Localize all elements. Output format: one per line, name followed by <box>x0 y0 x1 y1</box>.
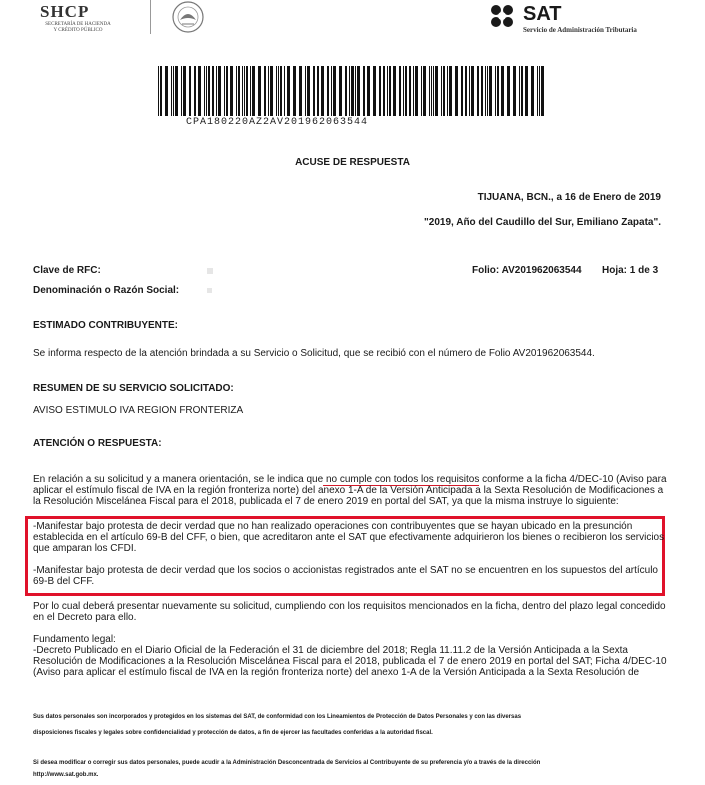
barcode-bar <box>252 66 255 116</box>
barcode-bar <box>379 66 381 116</box>
document-title: ACUSE DE RESPUESTA <box>295 157 410 168</box>
barcode-bar <box>447 66 448 116</box>
barcode-bar <box>321 66 324 116</box>
barcode-bar <box>224 66 225 116</box>
barcode-bar <box>278 66 279 116</box>
barcode-bar <box>345 66 347 116</box>
barcode-bar <box>497 66 499 116</box>
barcode-bar <box>441 66 442 116</box>
barcode-bar <box>333 66 336 116</box>
barcode-bar <box>218 66 221 116</box>
barcode-bar <box>212 66 214 116</box>
requirement-1-line-3: que amparan los CFDI. <box>33 543 137 554</box>
barcode-bar <box>373 66 376 116</box>
barcode-bar <box>165 66 168 116</box>
barcode-bar <box>405 66 407 116</box>
barcode-bar <box>469 66 470 116</box>
barcode-bar <box>236 66 237 116</box>
legal-line-1: -Decreto Publicado en el Diario Oficial de la Federación el 31 de diciembre del 2018; Regla 11.11.2 de la Versión Anticipada a la Sexta <box>33 645 628 656</box>
barcode-bar <box>541 66 544 116</box>
barcode-bar <box>461 66 463 116</box>
barcode-bar <box>471 66 474 116</box>
shcp-subtitle-line1: SECRETARÍA DE HACIENDA <box>45 22 111 27</box>
barcode-bar <box>173 66 174 116</box>
summary-heading: RESUMEN DE SU SERVICIO SOLICITADO: <box>33 383 234 394</box>
barcode-bar <box>264 66 266 116</box>
barcode-bar <box>443 66 445 116</box>
barcode-bar <box>189 66 191 116</box>
barcode-bar <box>293 66 296 116</box>
privacy-notice-line-2: disposiciones fiscales y legales sobre confidencialidad y protección de datos, a fin de ejercer las facultades conferidas a la autoridad fiscal. <box>33 730 433 736</box>
barcode-bar <box>357 66 360 116</box>
response-line-3: la Resolución Miscelánea Fiscal para el 2018, publicada el 7 de enero 2019 en portal del SAT, ya que la misma instruye lo siguiente: <box>33 496 619 507</box>
barcode-bar <box>501 66 504 116</box>
barcode-bar <box>230 66 233 116</box>
barcode-bar <box>206 66 207 116</box>
greeting-heading: ESTIMADO CONTRIBUYENTE: <box>33 320 178 331</box>
response-line-1-end: conforme a la ficha 4/DEC-10 (Aviso para <box>479 474 667 485</box>
greeting-text: Se informa respecto de la atención brindada a su Servicio o Solicitud, que se recibió con el número de Folio AV201962063544. <box>33 348 595 359</box>
barcode-bar <box>181 66 182 116</box>
barcode-bar <box>513 66 516 116</box>
barcode-bar <box>537 66 538 116</box>
header-divider <box>150 0 151 34</box>
legal-line-2: Resolución de Modificaciones a la Resolución Miscelánea Fiscal para el 2018, publicada el 7 de enero 2019 en portal del SAT; Ficha 4/DEC-10 <box>33 656 667 667</box>
barcode-bar <box>495 66 496 116</box>
barcode-bar <box>276 66 277 116</box>
resubmit-line-1: Por lo cual deberá presentar nuevamente su solicitud, cumpliendo con los requisitos mencionados en la ficha, dentro del plazo legal concedido <box>33 601 666 612</box>
redacted-razon-social <box>207 288 212 293</box>
barcode-bar <box>284 66 285 116</box>
barcode <box>158 66 546 116</box>
barcode-bar <box>539 66 540 116</box>
barcode-bar <box>449 66 452 116</box>
barcode-bar <box>158 66 159 116</box>
barcode-bar <box>327 66 329 116</box>
barcode-bar <box>250 66 251 116</box>
sat-subtitle: Servicio de Administración Tributaria <box>523 26 637 34</box>
barcode-bar <box>204 66 205 116</box>
modify-data-line-1: Si desea modificar o corregir sus datos personales, puede acudir a la Administración Desconcentrada de Servicios al Contribuyente de su preferencia y/o a través de la dirección <box>33 760 541 766</box>
resubmit-line-2: en el Decreto para ello. <box>33 612 137 623</box>
barcode-bar <box>413 66 414 116</box>
summary-text: AVISO ESTIMULO IVA REGION FRONTERIZA <box>33 405 244 416</box>
barcode-bar <box>313 66 315 116</box>
barcode-bar <box>238 66 240 116</box>
barcode-bar <box>383 66 385 116</box>
requirement-2-line-2: 69-B del CFF. <box>33 576 95 587</box>
barcode-bar <box>351 66 354 116</box>
barcode-bar <box>244 66 245 116</box>
barcode-bar <box>171 66 172 116</box>
barcode-bar <box>160 66 162 116</box>
shcp-subtitle <box>34 22 122 34</box>
barcode-bar <box>531 66 534 116</box>
barcode-bar <box>363 66 365 116</box>
barcode-bar <box>525 66 528 116</box>
response-heading: ATENCIÓN O RESPUESTA: <box>33 438 162 449</box>
barcode-bar <box>507 66 510 116</box>
barcode-bar <box>387 66 388 116</box>
barcode-bar <box>399 66 401 116</box>
requirement-1-line-1: -Manifestar bajo protesta de decir verdad que no han realizado operaciones con contribuyentes que se hayan ubicado en la presunción <box>33 521 633 532</box>
barcode-bar <box>299 66 302 116</box>
barcode-bar <box>216 66 217 116</box>
barcode-bar <box>403 66 404 116</box>
barcode-bar <box>423 66 426 116</box>
barcode-bar <box>331 66 332 116</box>
national-emblem-icon <box>162 0 214 34</box>
response-line-1 <box>33 474 667 485</box>
barcode-bar <box>270 66 273 116</box>
barcode-bar <box>429 66 430 116</box>
shcp-logo-text: SHCP <box>40 2 90 21</box>
barcode-bar <box>433 66 434 116</box>
barcode-bar <box>455 66 458 116</box>
barcode-bar <box>175 66 178 116</box>
response-line-1-start: En relación a su solicitud y a manera orientación, se le indica que <box>33 474 324 485</box>
rfc-label: Clave de RFC: <box>33 265 101 276</box>
barcode-bar <box>307 66 310 116</box>
barcode-bar <box>246 66 248 116</box>
barcode-bar <box>393 66 396 116</box>
sat-logo-icon <box>490 4 520 32</box>
redacted-rfc <box>207 268 213 274</box>
barcode-bar <box>198 66 201 116</box>
barcode-bar <box>339 66 342 116</box>
barcode-code: CPA180220AZ2AV201962063544 <box>186 117 369 128</box>
barcode-bar <box>389 66 391 116</box>
barcode-bar <box>355 66 356 116</box>
barcode-bar <box>421 66 422 116</box>
barcode-bar <box>194 66 196 116</box>
barcode-bar <box>487 66 488 116</box>
shcp-subtitle-line2: Y CRÉDITO PÚBLICO <box>53 28 103 33</box>
barcode-bar <box>280 66 282 116</box>
barcode-bar <box>521 66 523 116</box>
barcode-bar <box>317 66 319 116</box>
barcode-bar <box>287 66 290 116</box>
sat-website-link[interactable]: http://www.sat.gob.mx. <box>33 772 99 778</box>
barcode-bar <box>305 66 306 116</box>
razon-social-label: Denominación o Razón Social: <box>33 285 180 296</box>
barcode-bar <box>415 66 418 116</box>
barcode-bar <box>242 66 243 116</box>
barcode-bar <box>268 66 269 116</box>
barcode-bar <box>477 66 479 116</box>
barcode-bar <box>349 66 350 116</box>
folio-number: Folio: AV201962063544 <box>472 265 582 276</box>
barcode-bar <box>208 66 210 116</box>
barcode-bar <box>409 66 411 116</box>
barcode-bar <box>183 66 186 116</box>
barcode-bar <box>465 66 467 116</box>
requirement-2-line-1: -Manifestar bajo protesta de decir verdad que los socios o accionistas registrados ante el SAT no se encuentren en los supuestos del artículo <box>33 565 658 576</box>
barcode-bar <box>431 66 432 116</box>
requirement-1-line-2: establecida en el artículo 69-B del CFF, o bien, que acreditaron ante el SAT que efectivamente adquirieron los bienes o recibieron los servicios <box>33 532 665 543</box>
privacy-notice-line-1: Sus datos personales son incorporados y protegidos en los sistemas del SAT, de conformidad con los Lineamientos de Protección de Datos Personales y con las diversas <box>33 714 522 720</box>
barcode-bar <box>489 66 492 116</box>
barcode-bar <box>258 66 261 116</box>
place-date: TIJUANA, BCN., a 16 de Enero de 2019 <box>477 192 661 203</box>
barcode-bar <box>519 66 520 116</box>
barcode-bar <box>226 66 228 116</box>
barcode-bar <box>485 66 486 116</box>
barcode-bar <box>367 66 370 116</box>
barcode-bar <box>481 66 483 116</box>
year-motto: "2019, Año del Caudillo del Sur, Emiliano Zapata". <box>424 217 661 228</box>
page-number: Hoja: 1 de 3 <box>602 265 659 276</box>
legal-heading: Fundamento legal: <box>33 634 116 645</box>
barcode-bar <box>435 66 438 116</box>
not-compliant-highlight: no cumple con todos los requisitos <box>323 474 480 485</box>
response-line-2: aplicar el estímulo fiscal de IVA en la región fronteriza norte) del anexo 1-A de la Versión Anticipada a la Sexta Resolución de Modificaciones a <box>33 485 664 496</box>
legal-line-3: (Aviso para aplicar el estímulo fiscal de IVA en la región fronteriza norte) del anexo 1-A de la Versión Anticipada a la Sexta Resolución de <box>33 667 640 678</box>
sat-logo-text: SAT <box>523 3 562 25</box>
